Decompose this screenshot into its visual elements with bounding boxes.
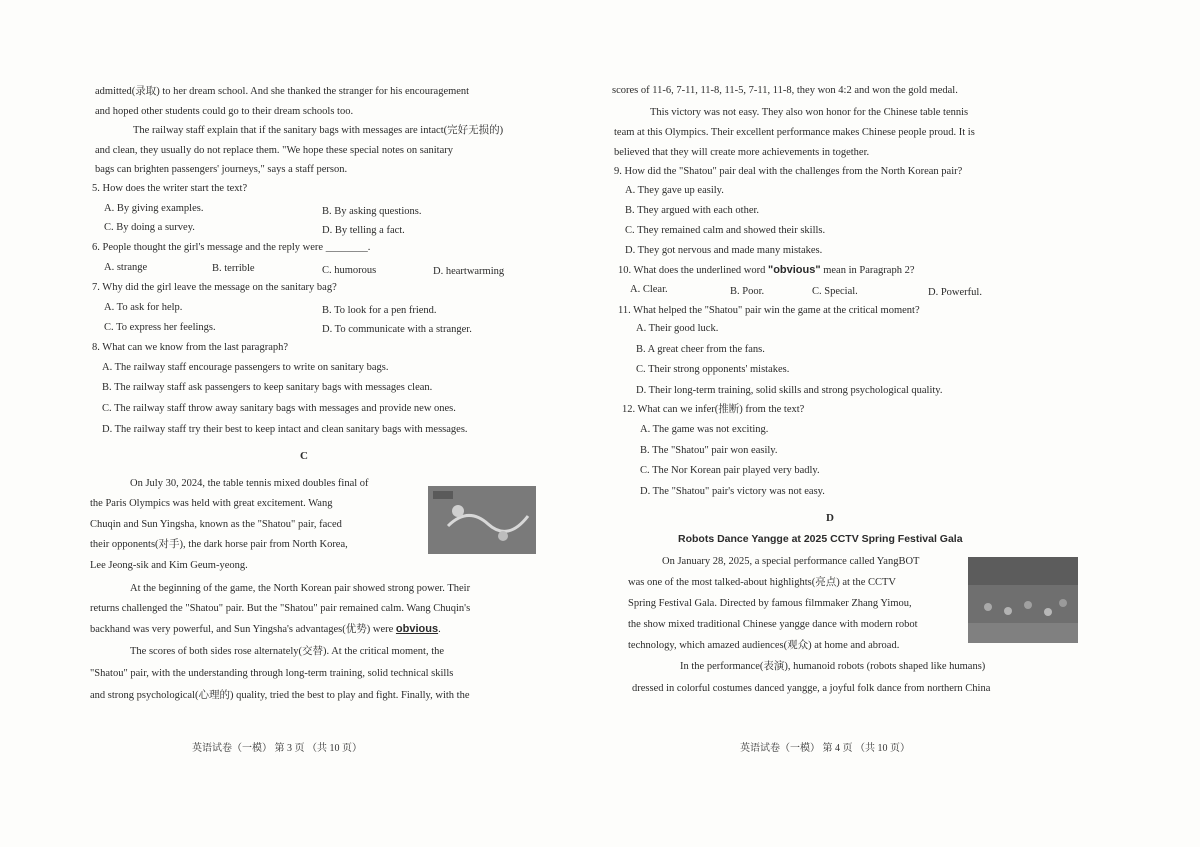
right-page xyxy=(600,0,1200,847)
option-10a: A. Clear. xyxy=(630,284,668,295)
question-11: 11. What helped the "Shatou" pair win the game at the critical moment? xyxy=(618,305,920,316)
text-line: At the beginning of the game, the North Korean pair showed strong power. Their xyxy=(130,583,471,594)
option-10b: B. Poor. xyxy=(730,286,765,297)
option-6c: C. humorous xyxy=(322,265,377,276)
option-11d: D. Their long-term training, solid skills and strong psychological quality. xyxy=(636,385,943,396)
option-9b: B. They argued with each other. xyxy=(625,205,760,216)
table-tennis-photo xyxy=(428,486,536,554)
option-11b: B. A great cheer from the fans. xyxy=(636,344,765,355)
page-footer: 英语试卷（一模） 第 3 页 （共 10 页） xyxy=(192,743,362,754)
text-line: Spring Festival Gala. Directed by famous filmmaker Zhang Yimou, xyxy=(628,598,912,609)
question-8: 8. What can we know from the last paragraph? xyxy=(92,342,289,353)
photo-texture xyxy=(428,486,536,554)
text-span: mean in Paragraph 2? xyxy=(820,265,915,276)
question-9: 9. How did the "Shatou" pair deal with the challenges from the North Korean pair? xyxy=(614,166,963,177)
option-5a: A. By giving examples. xyxy=(104,203,204,214)
option-11a: A. Their good luck. xyxy=(636,323,719,334)
passage-d-title: Robots Dance Yangge at 2025 CCTV Spring Festival Gala xyxy=(678,533,963,545)
text-line: Lee Jeong-sik and Kim Geum-yeong. xyxy=(90,560,248,571)
option-7b: B. To look for a pen friend. xyxy=(322,305,437,316)
text-line: their opponents(对手), the dark horse pair from North Korea, xyxy=(90,539,348,550)
option-7d: D. To communicate with a stranger. xyxy=(322,324,472,335)
text-line: and strong psychological(心理的) quality, tried the best to play and fight. Finally, with the xyxy=(90,690,470,701)
option-12a: A. The game was not exciting. xyxy=(640,424,769,435)
text-span: backhand was very powerful, and Sun Yingsha's advantages(优势) were xyxy=(90,624,396,635)
option-12c: C. The Nor Korean pair played very badly. xyxy=(640,465,820,476)
option-7a: A. To ask for help. xyxy=(104,302,183,313)
option-10c: C. Special. xyxy=(812,286,858,297)
option-6a: A. strange xyxy=(104,262,148,273)
question-5: 5. How does the writer start the text? xyxy=(92,183,248,194)
text-line: The railway staff explain that if the sanitary bags with messages are intact(完好无损的) xyxy=(133,125,504,136)
option-12b: B. The "Shatou" pair won easily. xyxy=(640,445,778,456)
text-line: admitted(录取) to her dream school. And she thanked the stranger for his encouragement xyxy=(95,86,470,97)
robot-dance-photo xyxy=(968,557,1078,643)
option-8c: C. The railway staff throw away sanitary bags with messages and provide new ones. xyxy=(102,403,456,414)
photo-texture xyxy=(968,557,1078,643)
question-6: 6. People thought the girl's message and the reply were ________. xyxy=(92,242,371,253)
underlined-word: obvious xyxy=(395,623,439,635)
option-8d: D. The railway staff try their best to keep intact and clean sanitary bags with messages. xyxy=(102,424,468,435)
option-6b: B. terrible xyxy=(212,263,255,274)
option-8a: A. The railway staff encourage passengers to write on sanitary bags. xyxy=(102,362,389,373)
option-9d: D. They got nervous and made many mistakes. xyxy=(625,245,823,256)
text-line: believed that they will create more achievements in together. xyxy=(614,147,870,158)
text-span: 10. What does the underlined word xyxy=(618,265,768,276)
text-line: bags can brighten passengers' journeys," says a staff person. xyxy=(95,164,348,175)
text-line: and clean, they usually do not replace them. "We hope these special notes on sanitary xyxy=(95,145,453,156)
text-line: team at this Olympics. Their excellent performance makes Chinese people proud. It is xyxy=(614,127,975,138)
option-7c: C. To express her feelings. xyxy=(104,322,216,333)
option-10d: D. Powerful. xyxy=(928,287,982,298)
text-line: The scores of both sides rose alternately(交替). At the critical moment, the xyxy=(130,646,445,657)
option-8b: B. The railway staff ask passengers to keep sanitary bags with messages clean. xyxy=(102,382,433,393)
quoted-word: "obvious" xyxy=(767,264,821,276)
text-span: . xyxy=(438,624,441,635)
text-line: was one of the most talked-about highlights(亮点) at the CCTV xyxy=(628,577,896,588)
option-12d: D. The "Shatou" pair's victory was not easy. xyxy=(640,486,825,497)
option-6d: D. heartwarming xyxy=(433,266,505,277)
question-12: 12. What can we infer(推断) from the text? xyxy=(622,404,805,415)
question-7: 7. Why did the girl leave the message on the sanitary bag? xyxy=(92,282,337,293)
text-line: the show mixed traditional Chinese yangge dance with modern robot xyxy=(628,619,918,630)
option-5c: C. By doing a survey. xyxy=(104,222,195,233)
section-heading-c: C xyxy=(300,450,308,462)
text-line: and hoped other students could go to their dream schools too. xyxy=(95,106,354,117)
text-line: technology, which amazed audiences(观众) at home and abroad. xyxy=(628,640,900,651)
text-line: returns challenged the "Shatou" pair. But the "Shatou" pair remained calm. Wang Chuqin's xyxy=(90,603,471,614)
text-line: Chuqin and Sun Yingsha, known as the "Shatou" pair, faced xyxy=(90,519,342,530)
text-line: dressed in colorful costumes danced yangge, a joyful folk dance from northern China xyxy=(632,683,991,694)
text-line: "Shatou" pair, with the understanding through long-term training, solid technical skills xyxy=(90,668,454,679)
option-5b: B. By asking questions. xyxy=(322,206,422,217)
section-heading-d: D xyxy=(826,512,834,524)
text-line: the Paris Olympics was held with great excitement. Wang xyxy=(90,498,333,509)
text-line: On January 28, 2025, a special performance called YangBOT xyxy=(662,556,920,567)
text-line xyxy=(90,623,441,636)
question-10 xyxy=(618,264,914,277)
option-5d: D. By telling a fact. xyxy=(322,225,405,236)
option-11c: C. Their strong opponents' mistakes. xyxy=(636,364,790,375)
page-footer: 英语试卷（一模） 第 4 页 （共 10 页） xyxy=(740,743,910,754)
option-9c: C. They remained calm and showed their skills. xyxy=(625,225,826,236)
text-line: This victory was not easy. They also won honor for the Chinese table tennis xyxy=(650,107,969,118)
text-line: On July 30, 2024, the table tennis mixed doubles final of xyxy=(130,478,369,489)
text-line: scores of 11-6, 7-11, 11-8, 11-5, 7-11, 11-8, they won 4:2 and won the gold medal. xyxy=(612,85,958,96)
text-line: In the performance(表演), humanoid robots (robots shaped like humans) xyxy=(680,661,986,672)
option-9a: A. They gave up easily. xyxy=(625,185,724,196)
